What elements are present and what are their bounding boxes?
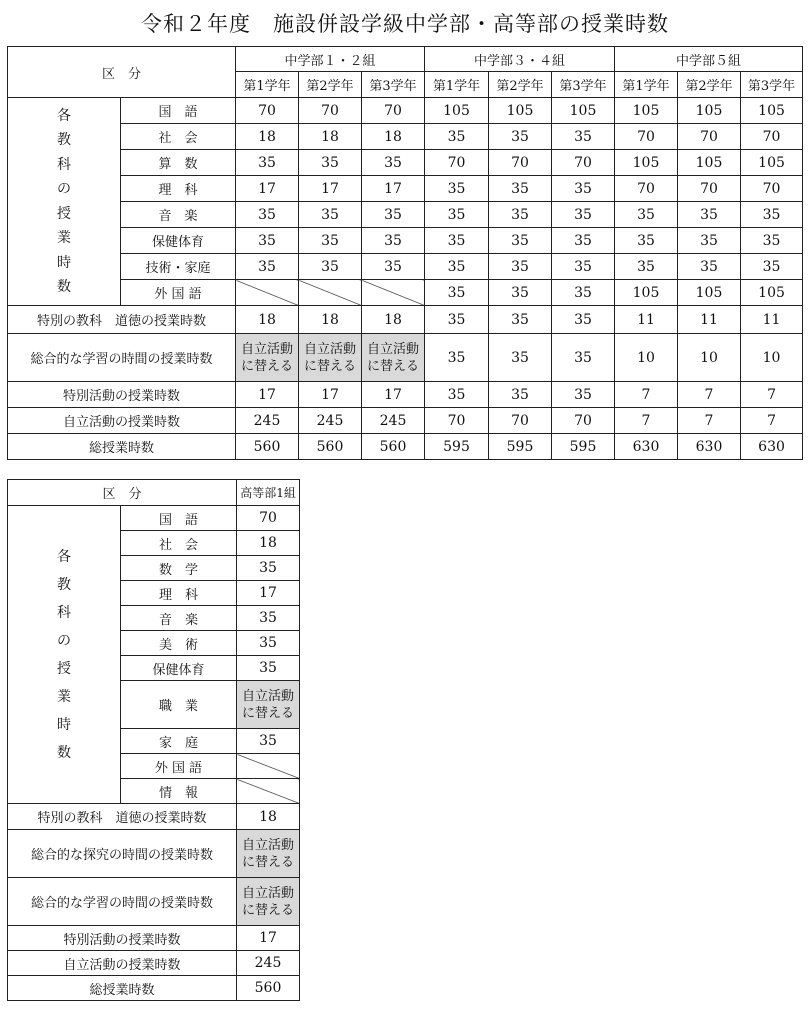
hours-cell: 70 (425, 408, 489, 434)
hours-cell: 35 (425, 202, 489, 228)
subject-name: 職 業 (121, 681, 237, 729)
hours-cell: 560 (299, 434, 362, 460)
replace-note-cell: 自立活動に替える (236, 334, 299, 382)
replace-note-cell: 自立活動に替える (237, 681, 300, 729)
replace-note-cell: 自立活動に替える (237, 830, 300, 878)
vertical-label-char: 授 (57, 205, 71, 222)
vertical-label-char: 時 (57, 254, 71, 271)
middle-school-hours-table (7, 46, 803, 460)
hours-cell: 17 (362, 176, 425, 202)
hours-cell: 35 (425, 228, 489, 254)
hours-cell: 35 (425, 334, 489, 382)
jiritsu-label: 自立活動の授業時数 (8, 951, 237, 976)
hours-cell: 105 (552, 98, 615, 124)
subject-name: 社 会 (121, 124, 236, 150)
hours-cell: 70 (678, 176, 741, 202)
hours-cell: 35 (489, 306, 552, 334)
total-label: 総授業時数 (8, 976, 237, 1001)
hours-cell: 35 (615, 202, 678, 228)
year-header: 第3学年 (741, 72, 803, 98)
high-school-hours-table (7, 479, 300, 1001)
replace-note-cell: 自立活動に替える (299, 334, 362, 382)
hours-cell: 35 (425, 306, 489, 334)
year-header: 第2学年 (489, 72, 552, 98)
hours-cell: 18 (362, 306, 425, 334)
hours-cell: 7 (678, 382, 741, 408)
hours-cell: 105 (678, 98, 741, 124)
subject-name: 国 語 (121, 98, 236, 124)
hours-cell: 105 (678, 280, 741, 306)
vertical-label-char: 業 (57, 230, 71, 246)
hours-cell: 35 (489, 382, 552, 408)
vertical-label-char: の (57, 181, 71, 197)
special-label: 特別活動の授業時数 (8, 926, 237, 951)
hours-cell: 7 (615, 408, 678, 434)
vertical-label-char: 授 (57, 660, 71, 677)
year-header: 第3学年 (362, 72, 425, 98)
hours-cell: 35 (552, 334, 615, 382)
year-header: 第1学年 (615, 72, 678, 98)
subject-name: 家 庭 (121, 729, 237, 754)
hours-cell: 595 (552, 434, 615, 460)
hours-cell: 35 (552, 228, 615, 254)
hours-cell: 35 (678, 254, 741, 280)
hours-cell: 17 (237, 581, 300, 606)
hours-cell: 35 (552, 254, 615, 280)
hours-cell: 560 (237, 976, 300, 1001)
jiritsu-label: 自立活動の授業時数 (8, 408, 236, 434)
hours-cell: 35 (299, 150, 362, 176)
not-applicable-cell (299, 280, 362, 306)
hours-cell: 18 (236, 124, 299, 150)
vertical-label-char: 数 (57, 279, 71, 295)
integrated-label: 総合的な学習の時間の授業時数 (8, 334, 236, 382)
hours-cell: 35 (489, 202, 552, 228)
hours-cell: 35 (237, 656, 300, 681)
hours-cell: 105 (489, 98, 552, 124)
hours-cell: 35 (425, 280, 489, 306)
vertical-label-char: の (57, 632, 71, 649)
subject-name: 社 会 (121, 531, 237, 556)
hours-cell: 245 (362, 408, 425, 434)
hours-cell: 70 (237, 506, 300, 531)
hours-cell: 70 (236, 98, 299, 124)
hours-cell: 35 (678, 202, 741, 228)
vertical-label-char: 業 (57, 688, 71, 705)
hours-cell: 105 (741, 150, 803, 176)
hours-cell: 17 (237, 926, 300, 951)
hours-cell: 105 (615, 280, 678, 306)
hours-cell: 70 (615, 176, 678, 202)
hours-cell: 35 (678, 228, 741, 254)
hours-cell: 18 (237, 531, 300, 556)
hours-cell: 7 (678, 408, 741, 434)
hours-cell: 35 (552, 176, 615, 202)
hours-cell: 18 (236, 306, 299, 334)
hours-cell: 10 (615, 334, 678, 382)
subjects-vertical-label (8, 506, 121, 804)
hours-cell: 35 (237, 631, 300, 656)
hours-cell: 630 (615, 434, 678, 460)
hours-cell: 560 (236, 434, 299, 460)
hours-cell: 35 (489, 124, 552, 150)
hours-cell: 35 (362, 228, 425, 254)
hours-cell: 35 (237, 729, 300, 754)
hours-cell: 70 (425, 150, 489, 176)
special-label: 特別活動の授業時数 (8, 382, 236, 408)
subject-name: 理 科 (121, 581, 237, 606)
hours-cell: 70 (678, 124, 741, 150)
hours-cell: 17 (299, 382, 362, 408)
hours-cell: 245 (237, 951, 300, 976)
hours-cell: 10 (741, 334, 803, 382)
hours-cell: 105 (741, 98, 803, 124)
hours-cell: 35 (552, 382, 615, 408)
group-header: 中学部５組 (615, 47, 803, 72)
subject-name: 保健体育 (121, 656, 237, 681)
hours-cell: 70 (362, 98, 425, 124)
subject-name: 情 報 (121, 779, 237, 804)
hours-cell: 630 (678, 434, 741, 460)
vertical-label-char: 各 (57, 548, 71, 565)
hours-cell: 105 (615, 98, 678, 124)
hours-cell: 70 (299, 98, 362, 124)
subject-name: 音 楽 (121, 202, 236, 228)
vertical-label-char: 教 (57, 132, 71, 148)
year-header: 第1学年 (425, 72, 489, 98)
hours-cell: 35 (741, 228, 803, 254)
hours-cell: 35 (615, 228, 678, 254)
hours-cell: 35 (425, 176, 489, 202)
hours-cell: 35 (236, 202, 299, 228)
subject-name: 算 数 (121, 150, 236, 176)
hours-cell: 35 (489, 334, 552, 382)
hours-cell: 7 (741, 382, 803, 408)
hours-cell: 35 (489, 176, 552, 202)
vertical-label-char: 数 (57, 744, 71, 761)
kubun-header: 区 分 (8, 480, 237, 506)
vertical-label-char: 各 (57, 107, 71, 124)
integrated-label: 総合的な学習の時間の授業時数 (8, 878, 237, 926)
hours-cell: 70 (552, 150, 615, 176)
not-applicable-cell (237, 754, 300, 779)
hours-cell: 105 (741, 280, 803, 306)
replace-note-cell: 自立活動に替える (237, 878, 300, 926)
vertical-label-char: 科 (57, 156, 71, 173)
hours-cell: 35 (362, 150, 425, 176)
group-header: 中学部１・２組 (236, 47, 425, 72)
hours-cell: 35 (615, 254, 678, 280)
subject-name: 国 語 (121, 506, 237, 531)
total-label: 総授業時数 (8, 434, 236, 460)
hours-cell: 35 (236, 254, 299, 280)
hours-cell: 245 (299, 408, 362, 434)
hours-cell: 18 (299, 124, 362, 150)
hours-cell: 35 (362, 202, 425, 228)
moral-label: 特別の教科 道徳の授業時数 (8, 306, 236, 334)
subject-name: 美 術 (121, 631, 237, 656)
subject-name: 保健体育 (121, 228, 236, 254)
hours-cell: 35 (552, 124, 615, 150)
year-header: 第3学年 (552, 72, 615, 98)
subject-name: 理 科 (121, 176, 236, 202)
subject-name: 技術・家庭 (121, 254, 236, 280)
hours-cell: 35 (425, 124, 489, 150)
hours-cell: 35 (299, 202, 362, 228)
replace-note-cell: 自立活動に替える (362, 334, 425, 382)
hours-cell: 18 (362, 124, 425, 150)
hours-cell: 7 (741, 408, 803, 434)
inquiry-label: 総合的な探究の時間の授業時数 (8, 830, 237, 878)
hours-cell: 10 (678, 334, 741, 382)
hours-cell: 595 (425, 434, 489, 460)
hours-cell: 11 (615, 306, 678, 334)
hours-cell: 70 (741, 124, 803, 150)
moral-label: 特別の教科 道徳の授業時数 (8, 804, 237, 830)
hours-cell: 17 (236, 176, 299, 202)
subject-name: 数 学 (121, 556, 237, 581)
subjects-vertical-label (8, 98, 121, 306)
subject-name: 外 国 語 (121, 280, 236, 306)
hours-cell: 35 (741, 254, 803, 280)
hours-cell: 35 (552, 280, 615, 306)
hours-cell: 35 (425, 254, 489, 280)
hours-cell: 35 (552, 202, 615, 228)
hours-cell: 560 (362, 434, 425, 460)
hours-cell: 35 (552, 306, 615, 334)
hours-cell: 35 (236, 150, 299, 176)
year-header: 第2学年 (678, 72, 741, 98)
subject-name: 音 楽 (121, 606, 237, 631)
hours-cell: 245 (236, 408, 299, 434)
hours-cell: 11 (741, 306, 803, 334)
hours-cell: 35 (362, 254, 425, 280)
hours-cell: 70 (615, 124, 678, 150)
hours-cell: 17 (236, 382, 299, 408)
year-header: 第2学年 (299, 72, 362, 98)
hours-cell: 7 (615, 382, 678, 408)
page-title: 令和２年度 施設併設学級中学部・高等部の授業時数 (141, 12, 669, 36)
vertical-label-char: 時 (57, 716, 71, 733)
not-applicable-cell (236, 280, 299, 306)
hours-cell: 70 (552, 408, 615, 434)
group-header: 高等部1組 (237, 480, 300, 506)
vertical-label-char: 教 (57, 576, 71, 593)
not-applicable-cell (362, 280, 425, 306)
year-header: 第1学年 (236, 72, 299, 98)
hours-cell: 105 (425, 98, 489, 124)
hours-cell: 35 (741, 202, 803, 228)
group-header: 中学部３・４組 (425, 47, 615, 72)
hours-cell: 35 (299, 228, 362, 254)
hours-cell: 70 (741, 176, 803, 202)
hours-cell: 35 (489, 228, 552, 254)
hours-cell: 35 (237, 556, 300, 581)
kubun-header: 区 分 (8, 47, 236, 98)
hours-cell: 35 (299, 254, 362, 280)
hours-cell: 35 (425, 382, 489, 408)
hours-cell: 35 (489, 254, 552, 280)
hours-cell: 35 (236, 228, 299, 254)
subject-name: 外 国 語 (121, 754, 237, 779)
vertical-label-char: 科 (57, 604, 71, 621)
hours-cell: 70 (489, 408, 552, 434)
hours-cell: 17 (299, 176, 362, 202)
hours-cell: 35 (237, 606, 300, 631)
hours-cell: 35 (489, 280, 552, 306)
hours-cell: 595 (489, 434, 552, 460)
hours-cell: 11 (678, 306, 741, 334)
hours-cell: 630 (741, 434, 803, 460)
hours-cell: 105 (615, 150, 678, 176)
hours-cell: 70 (489, 150, 552, 176)
hours-cell: 17 (362, 382, 425, 408)
hours-cell: 105 (678, 150, 741, 176)
hours-cell: 18 (237, 804, 300, 830)
hours-cell: 18 (299, 306, 362, 334)
not-applicable-cell (237, 779, 300, 804)
